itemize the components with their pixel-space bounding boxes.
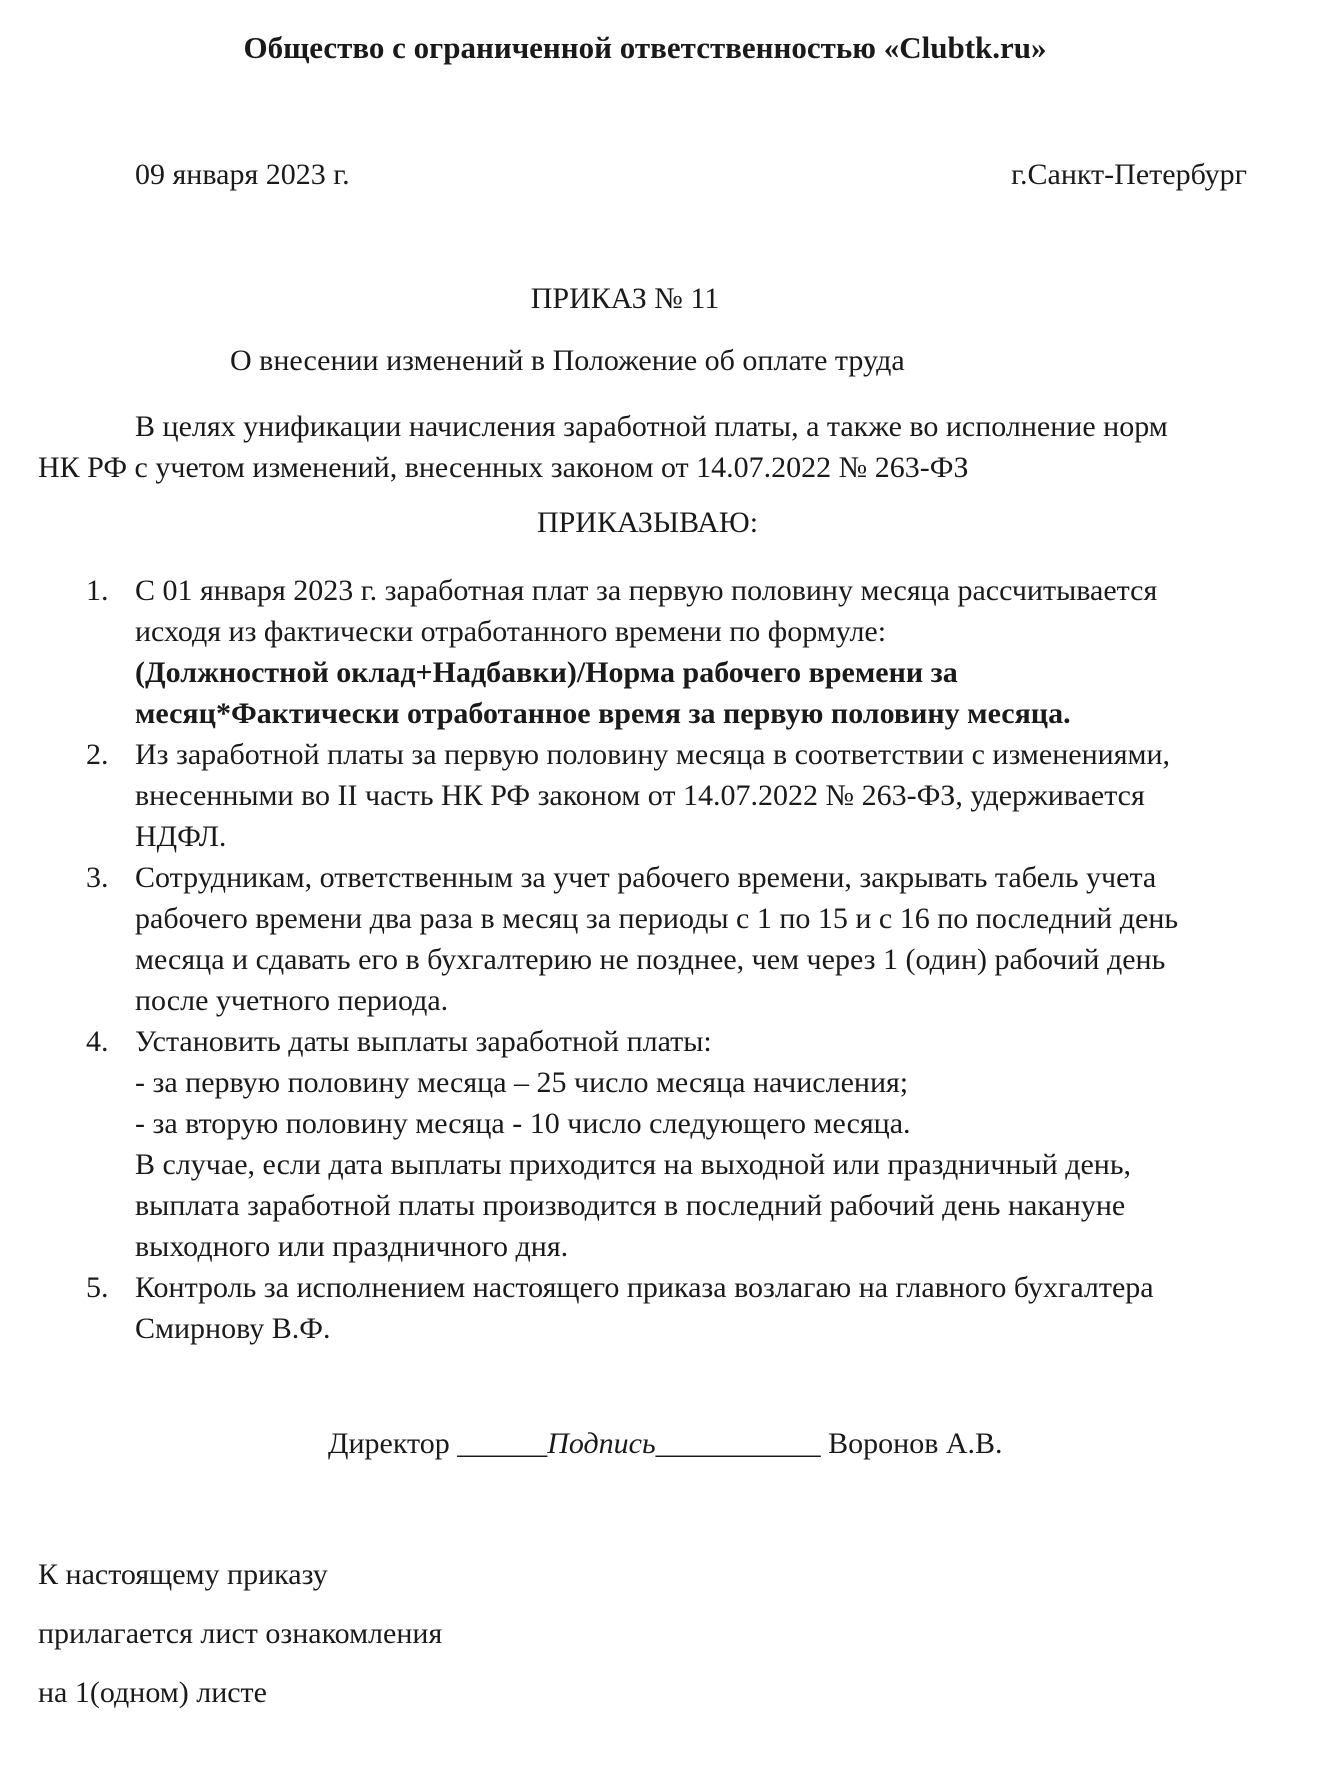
order-items-list bbox=[0, 570, 1335, 1349]
item-line: Сотрудникам, ответственным за учет рабочего времени, закрывать табель учета bbox=[135, 861, 1157, 894]
item-number: 3. bbox=[86, 861, 109, 894]
item-number: 2. bbox=[86, 738, 109, 771]
item-text bbox=[135, 570, 1157, 734]
order-word: ПРИКАЗЫВАЮ: bbox=[536, 506, 759, 539]
order-title: ПРИКАЗ № 11 bbox=[530, 282, 720, 315]
item-line: - за первую половину месяца – 25 число месяца начисления; bbox=[135, 1066, 909, 1099]
attachment-note-line: на 1(одном) листе bbox=[38, 1676, 267, 1709]
order-subject: О внесении изменений в Положение об оплате труда bbox=[230, 344, 905, 377]
signature-line bbox=[328, 1427, 1003, 1461]
item-line: - за вторую половину месяца - 10 число следующего месяца. bbox=[135, 1107, 911, 1140]
signature: Подпись bbox=[547, 1427, 656, 1460]
list-item bbox=[0, 734, 1335, 857]
item-line: внесенными во II часть НК РФ законом от 14.07.2022 № 263-ФЗ, удерживается bbox=[135, 779, 1145, 812]
item-text bbox=[135, 857, 1178, 1021]
signature-blank-left: ______ bbox=[457, 1427, 548, 1460]
list-item bbox=[0, 1021, 1335, 1267]
item-number: 1. bbox=[86, 574, 109, 607]
organization-name: Общество с ограниченной ответственностью «Clubtk.ru» bbox=[243, 30, 1047, 65]
item-line: выплата заработной платы производится в последний рабочий день накануне bbox=[135, 1189, 1126, 1222]
item-line: месяца и сдавать его в бухгалтерию не позднее, чем через 1 (один) рабочий день bbox=[135, 943, 1166, 976]
item-number: 4. bbox=[86, 1025, 109, 1058]
signer-name: Воронов А.В. bbox=[828, 1427, 1003, 1460]
list-item bbox=[0, 857, 1335, 1021]
item-text bbox=[135, 1021, 1131, 1267]
list-item bbox=[0, 1267, 1335, 1349]
attachment-note-line: К настоящему приказу bbox=[38, 1558, 328, 1591]
item-line: выходного или праздничного дня. bbox=[135, 1230, 569, 1263]
preamble bbox=[38, 406, 1298, 488]
item-number: 5. bbox=[86, 1271, 109, 1304]
order-date: 09 января 2023 г. bbox=[135, 158, 350, 191]
item-line: Установить даты выплаты заработной платы: bbox=[135, 1025, 712, 1058]
item-line: В случае, если дата выплаты приходится на выходной или праздничный день, bbox=[135, 1148, 1132, 1181]
item-line: исходя из фактически отработанного времени по формуле: bbox=[135, 615, 887, 648]
item-text bbox=[135, 1267, 1154, 1349]
order-city: г.Санкт-Петербург bbox=[1011, 158, 1247, 191]
item-line: Контроль за исполнением настоящего приказа возлагаю на главного бухгалтера bbox=[135, 1271, 1154, 1304]
signer-position: Директор bbox=[328, 1427, 450, 1460]
preamble-line: В целях унификации начисления заработной платы, а также во исполнение норм bbox=[135, 410, 1168, 443]
formula-line: (Должностной оклад+Надбавки)/Норма рабочего времени за bbox=[135, 656, 958, 689]
preamble-line: НК РФ с учетом изменений, внесенных законом от 14.07.2022 № 263-ФЗ bbox=[38, 451, 969, 484]
item-line: после учетного периода. bbox=[135, 984, 449, 1017]
item-line: Смирнову В.Ф. bbox=[135, 1312, 331, 1345]
attachment-note-line: прилагается лист ознакомления bbox=[38, 1617, 443, 1650]
item-line: рабочего времени два раза в месяц за периоды с 1 по 15 и с 16 по последний день bbox=[135, 902, 1179, 935]
formula-line: месяц*Фактически отработанное время за первую половину месяца. bbox=[135, 697, 1071, 730]
item-line: НДФЛ. bbox=[135, 820, 227, 853]
item-text bbox=[135, 734, 1170, 857]
item-line: Из заработной платы за первую половину месяца в соответствии с изменениями, bbox=[135, 738, 1171, 771]
item-line: С 01 января 2023 г. заработная плат за первую половину месяца рассчитывается bbox=[135, 574, 1158, 607]
list-item bbox=[0, 570, 1335, 734]
signature-blank-right: ___________ bbox=[655, 1427, 821, 1460]
